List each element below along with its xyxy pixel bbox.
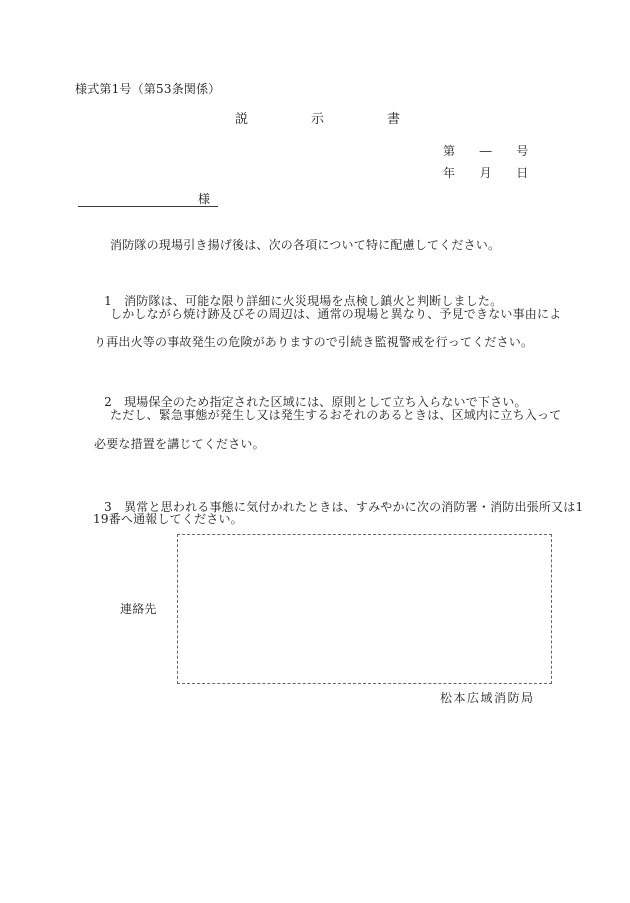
item-3-number: 3 <box>104 500 112 514</box>
form-number: 様式第1号（第53条関係） <box>75 82 221 96</box>
item-1-line-3: り再出火等の事故発生の危険がありますので引続き監視警戒を行ってください。 <box>94 335 534 349</box>
item-1-number: 1 <box>104 294 112 308</box>
signature-organization: 松本広域消防局 <box>440 691 535 705</box>
item-2-line-1: 現場保全のため指定された区域には、原則として立ち入らないで下さい。 <box>124 395 527 409</box>
intro-paragraph: 消防隊の現場引き揚げ後は、次の各項について特に配慮してください。 <box>110 238 501 252</box>
item-2-line-3: 必要な措置を講じてください。 <box>94 437 265 451</box>
item-3-line-2: 19番へ通報してください。 <box>93 512 243 526</box>
contact-box-field[interactable] <box>177 534 552 684</box>
contact-label: 連絡先 <box>120 602 157 616</box>
item-1-line-1: 消防隊は、可能な限り詳細に火災現場を点検し鎮火と判断しました。 <box>124 294 503 308</box>
date-line: 年 月 日 <box>443 166 529 180</box>
item-2-line-2: ただし、緊急事態が発生し又は発生するおそれのあるときは、区域内に立ち入って <box>110 408 562 422</box>
addressee-suffix: 様 <box>197 192 210 206</box>
document-number-line: 第 ― 号 <box>443 144 529 158</box>
item-2-number: 2 <box>104 395 112 409</box>
document-title: 説示書 <box>235 112 464 127</box>
item-1-line-2: しかしながら焼け跡及びその周辺は、通常の現場と異なり、予見できない事由によ <box>110 307 562 321</box>
item-3-line-1: 異常と思われる事態に気付かれたときは、すみやかに次の消防署・消防出張所又は1 <box>124 500 584 514</box>
addressee-line <box>78 191 218 207</box>
